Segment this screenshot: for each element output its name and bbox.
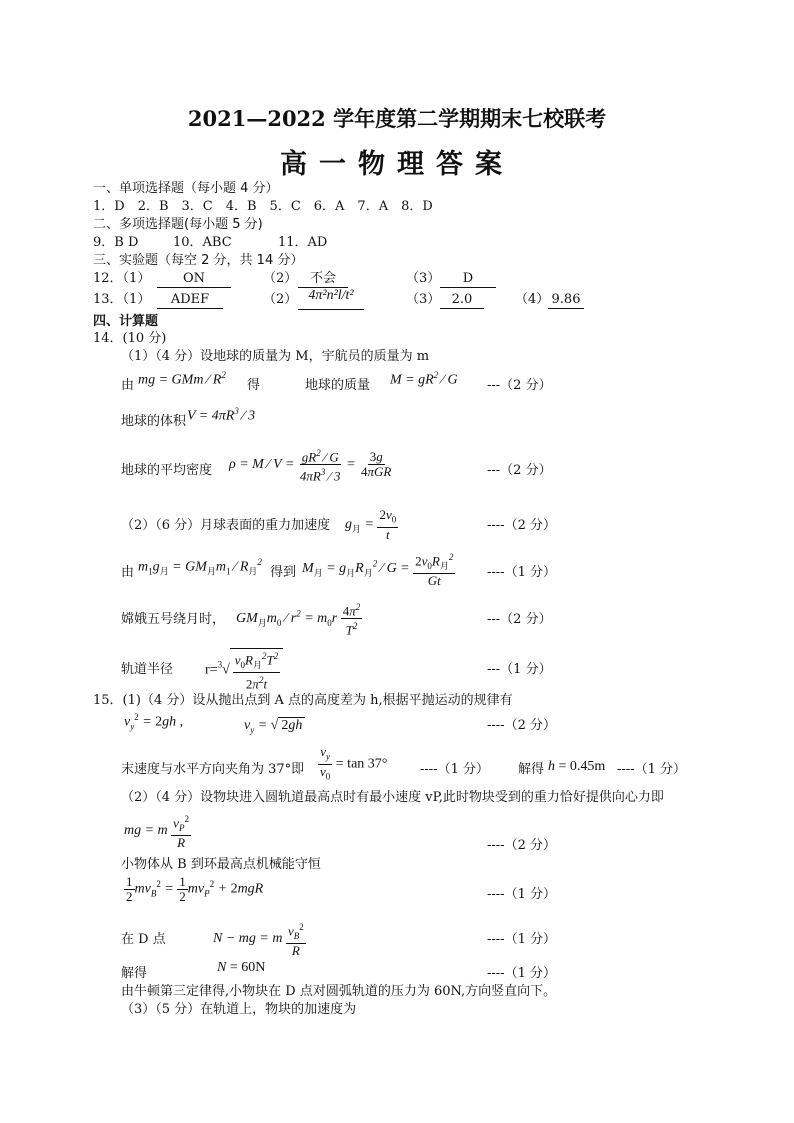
formula-orbit-radius: r=$^3$√ $\frac{v_0R_月^2T^2}{2\pi^2t}$ [205, 648, 283, 691]
q14-l5-prefix: 由 [121, 565, 135, 580]
q13-blank-1: ADEF [157, 292, 223, 309]
q15-score-5: ----（1 分） [487, 932, 556, 947]
section-1-heading: 一、单项选择题（每小题 4 分） [93, 181, 279, 196]
q12-part-3: （3） [406, 271, 441, 286]
q13-blank-4: 9.86 [548, 292, 584, 309]
q14-part-1: （1）（4 分）设地球的质量为 M，宇航员的质量为 m [121, 349, 430, 364]
q14-label: 14．(10 分) [93, 331, 167, 346]
section-2-heading: 二、多项选择题(每小题 5 分) [93, 217, 263, 232]
q14-score-6: ---（1 分） [487, 662, 552, 677]
q13-part-3: （3） [406, 292, 441, 307]
answer-10: 10．ABC [173, 235, 232, 250]
formula-normal-force: N = 60N [217, 960, 266, 975]
section-1-answers: 1．D 2．B 3．C 4．B 5．C 6．A 7．A 8．D [93, 199, 433, 214]
q12-part-2: （2） [263, 271, 298, 286]
q14-l3-label: 地球的平均密度 [121, 463, 213, 478]
q15-score-4: ----（1 分） [487, 887, 556, 902]
formula-vy-squared: $v_y^2 = 2gh$ , [124, 712, 184, 732]
q12-blank-2: 不会 [298, 271, 348, 288]
q13-answer-2 [298, 288, 364, 310]
formula-moon-mass: $M_月 = g_月R_月^2$ ⁄ G = $\frac{2v_0R_月^2}{Gt}$ [302, 552, 454, 588]
q14-score-2: ---（2 分） [487, 463, 552, 478]
q15-l5-label: 在 D 点 [121, 932, 166, 947]
formula-gravity-equals-weight: mg = GMm ⁄ $R^2$ [138, 370, 226, 388]
q13-blank-3: 2.0 [440, 292, 484, 309]
q14-score-1: ---（2 分） [487, 378, 552, 393]
q13-part-2: （2） [263, 292, 298, 307]
formula-earth-volume: $V = 4\pi R^3$ ⁄ 3 [187, 406, 256, 424]
q14-l2-label: 地球的体积 [121, 414, 187, 429]
q12-answer-1 [157, 271, 231, 288]
q14-l1-mid: 得 [247, 378, 261, 393]
q14-l1-label: 地球的质量 [305, 378, 371, 393]
q14-score-5: ---（2 分） [487, 612, 552, 627]
formula-orbit-force: $GM_月m_0$ ⁄ $r^2 = m_0r$ $\frac{4\pi^2}{T^2}$ [236, 602, 361, 638]
q15-score-6: ----（1 分） [487, 966, 556, 981]
q13-answer-1 [157, 292, 223, 309]
formula-energy-conservation: $\frac{1}{2}$ $mv_B^2$ = $\frac{1}{2}$ $mv_P^2 + 2mgR$ [126, 874, 264, 904]
answer-11: 11．AD [278, 235, 328, 250]
q14-l5-mid: 得到 [270, 565, 297, 580]
q14-part-2: （2）（6 分）月球表面的重力加速度 [121, 518, 331, 533]
formula-h: h = 0.45m [548, 759, 606, 774]
q13-label: 13．（1） [93, 292, 151, 307]
q12-label: 12．（1） [93, 271, 151, 286]
formula-vy: $v_y$ = √ 2gh [244, 717, 305, 735]
q15-score-2b: ----（1 分） [617, 762, 686, 777]
q12-blank-3: D [440, 271, 496, 288]
q14-l6-label: 嫦娥五号绕月时， [121, 612, 226, 627]
formula-earth-density: ρ = M ⁄ V = $\frac{gR^2 ⁄ G}{4\pi R^3 ⁄ 3}$ = $\frac{3g}{\text{4πGR}}$ [229, 448, 392, 484]
q15-part-2: （2）（4 分）设物块进入圆轨道最高点时有最小速度 vP,此时物块受到的重力恰好提供向心力即 [121, 790, 664, 805]
q13-part-4: （4） [515, 292, 550, 307]
section-3-heading: 三、实验题（每空 2 分，共 14 分） [93, 253, 304, 268]
q12-blank-1: ON [157, 271, 231, 288]
section-4-heading: 四、计算题 [93, 314, 159, 329]
formula-earth-mass: $M = gR^2$ ⁄ G [390, 370, 458, 388]
q13-blank-2: 4π²n²l/t² [298, 288, 364, 310]
q15-part-3: （3）（5 分）在轨道上，物块的加速度为 [121, 1002, 357, 1017]
page-subtitle: 高一物理答案 [280, 149, 514, 180]
q15-l2-solve: 解得 [518, 762, 545, 777]
formula-moon-surface: $m_1g_月 = GM_月m_1$ ⁄ $R_月^2$ [138, 557, 262, 577]
q14-l1-prefix: 由 [121, 378, 135, 393]
q15-l7: 由牛顿第三定律得,小物块在 D 点对圆弧轨道的压力为 60N,方向竖直向下。 [121, 984, 557, 999]
q14-score-4: ----（1 分） [487, 565, 556, 580]
q15-score-1: ----（2 分） [487, 718, 556, 733]
q13-answer-4 [548, 292, 584, 309]
q15-l6-label: 解得 [121, 966, 148, 981]
q13-answer-3 [440, 292, 484, 309]
q15-score-3: ----（2 分） [487, 838, 556, 853]
q14-score-3: ----（2 分） [487, 518, 556, 533]
q12-answer-3 [440, 271, 496, 288]
formula-centripetal: mg = m $\frac{v_P^2}{R}$ [124, 814, 189, 850]
q12-answer-2 [298, 271, 348, 288]
q15-part-1: 15．(1)（4 分）设从抛出点到 A 点的高度差为 h,根据平抛运动的规律有 [93, 693, 513, 708]
q15-score-2a: ----（1 分） [420, 762, 489, 777]
formula-moon-gravity: $g_月$ = $\frac{2v_0}{t}$ [345, 507, 397, 542]
page-title: 2021—2022 学年度第二学期期末七校联考 [187, 106, 607, 131]
formula-tan37: $\frac{v_y}{v_0}$ = tan 37° [320, 744, 388, 782]
q15-l4: 小物体从 B 到环最高点机械能守恒 [121, 857, 321, 872]
q15-l2-label: 末速度与水平方向夹角为 37°即 [121, 762, 305, 777]
answer-9: 9．B D [93, 235, 139, 250]
formula-point-d: N − mg = m $\frac{v_B^2}{R}$ [213, 922, 304, 958]
q14-l7-label: 轨道半径 [121, 662, 174, 677]
